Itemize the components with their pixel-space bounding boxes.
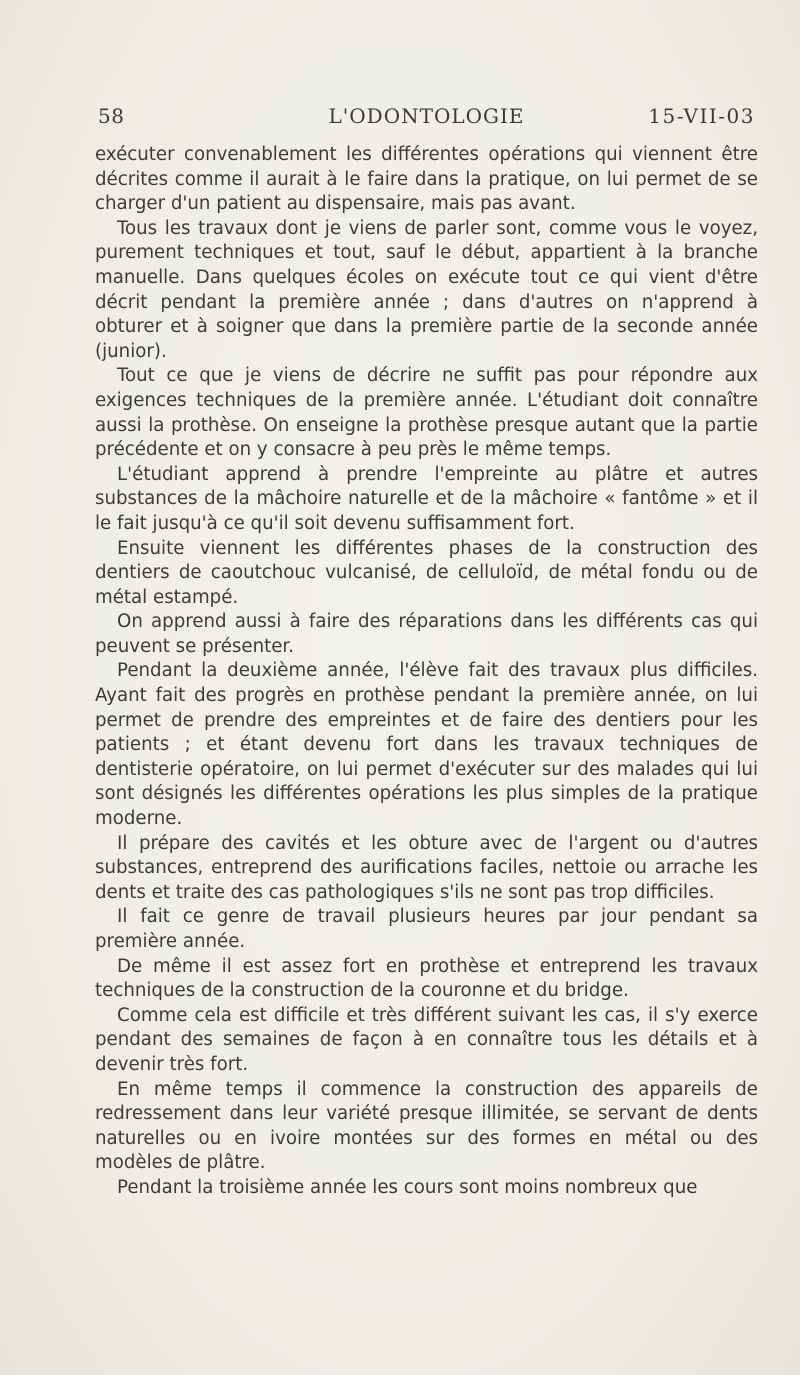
paragraph-continued: exécuter convenablement les différentes opérations qui viennent être décrites comme il aurait à le faire dans la pratique, on lui permet de se charger d'un patient au dispensaire, mais pas avant.	[95, 144, 758, 215]
paragraph: Tout ce que je viens de décrire ne suffit pas pour répondre aux exigences techniques de la première année. L'étudiant doit connaître aussi la prothèse. On enseigne la prothèse presque autant que la partie précédente et on y consacre à peu près le même temps.	[95, 365, 758, 461]
paragraph: Pendant la troisième année les cours sont moins nombreux que	[117, 1176, 698, 1198]
paragraph: Il prépare des cavités et les obture avec de l'argent ou d'autres substances, entreprend des aurifications faciles, nettoie ou arrache les dents et traite des cas pathologiques s'ils ne sont pas trop difficiles.	[95, 832, 758, 903]
paragraph: Pendant la deuxième année, l'élève fait des travaux plus difficiles. Ayant fait des progrès en prothèse pendant la première année, on lui permet de prendre des empreintes et de faire des dentiers pour les patients ; et étant devenu fort dans les travaux techniques de dentisterie opératoire, on lui permet d'exécuter sur des malades qui lui sont désignés les différentes opérations les plus simples de la pratique moderne.	[95, 660, 758, 830]
page-number: 58	[98, 104, 125, 128]
paragraph: Tous les travaux dont je viens de parler sont, comme vous le voyez, purement techniques et tout, sauf le début, appartient à la branche manuelle. Dans quelques écoles on exécute tout ce qui vient d'être décrit pendant la première année ; dans d'autres on n'apprend à obturer et à soigner que dans la première partie de la seconde année (junior).	[95, 217, 758, 362]
running-head	[98, 104, 755, 134]
journal-title: L'ODONTOLOGIE	[328, 104, 525, 128]
paragraph: En même temps il commence la construction des appareils de redressement dans leur variété presque illimitée, se servant de dents naturelles ou en ivoire montées sur des formes en métal ou des modèles de plâtre.	[95, 1078, 758, 1174]
paragraph: De même il est assez fort en prothèse et entreprend les travaux techniques de la construction de la couronne et du bridge.	[95, 955, 758, 1002]
paragraph: On apprend aussi à faire des réparations dans les différents cas qui peuvent se présenter.	[95, 611, 758, 657]
paragraph: Il fait ce genre de travail plusieurs heures par jour pendant sa première année.	[95, 906, 758, 952]
paragraph: Ensuite viennent les différentes phases de la construction des dentiers de caoutchouc vulcanisé, de celluloïd, de métal fondu ou de métal estampé.	[95, 537, 758, 608]
issue-date: 15-VII-03	[648, 104, 755, 128]
body-text	[95, 143, 758, 1201]
paragraph: Comme cela est difficile et très différent suivant les cas, il s'y exerce pendant des semaines de façon à en connaître tous les détails et à devenir très fort.	[95, 1004, 758, 1075]
paragraph: L'étudiant apprend à prendre l'empreinte au plâtre et autres substances de la mâchoire naturelle et de la mâchoire « fantôme » et il le fait jusqu'à ce qu'il soit devenu suffisamment fort.	[95, 463, 758, 534]
